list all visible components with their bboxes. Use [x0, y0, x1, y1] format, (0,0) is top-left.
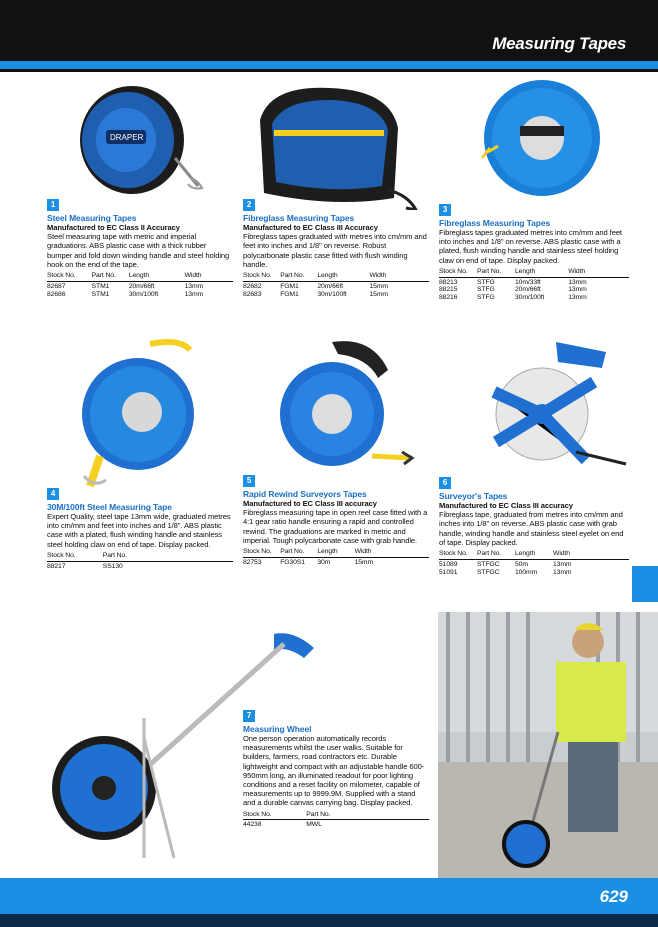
- col-stock: Stock No.: [243, 811, 306, 820]
- cell-part: STM1: [91, 290, 110, 298]
- col-width: Width: [568, 268, 629, 277]
- table-row: [439, 569, 629, 577]
- cell-width: 13mm: [568, 294, 587, 302]
- product-3: [439, 204, 629, 302]
- product-description: Fibreglass tapes graduated with metres into cm/mm and feet into inches and 1/8" on reverse. Robust polycarbonate plastic case fitted with flush winding handle.: [243, 232, 427, 269]
- product-title: Surveyor's Tapes: [439, 491, 508, 501]
- product-title: Fibreglass Measuring Tapes: [439, 218, 551, 228]
- cell-length: 100mm: [515, 568, 538, 576]
- col-length: Length: [317, 548, 354, 557]
- table-row: [47, 561, 233, 570]
- cell-part: MWL: [306, 821, 322, 829]
- product-title: Steel Measuring Tapes: [47, 213, 137, 223]
- product-number-badge: 5: [243, 475, 255, 487]
- col-stock: Stock No.: [243, 548, 280, 557]
- cell-part: SS130: [102, 562, 123, 570]
- cell-length: 10m/33ft: [515, 278, 541, 286]
- product-6: [439, 477, 629, 576]
- worker-photo: [438, 612, 658, 878]
- col-width: Width: [553, 550, 629, 559]
- cell-width: 13mm: [184, 290, 204, 298]
- col-part: Part No.: [280, 548, 317, 557]
- product-7: [243, 710, 429, 829]
- table-row: [47, 281, 233, 290]
- cell-part: STFGC: [477, 568, 500, 576]
- spec-table: [47, 552, 233, 571]
- cell-length: 30m: [317, 558, 331, 566]
- product-number-badge: 7: [243, 710, 255, 722]
- page-title: Measuring Tapes: [492, 34, 626, 53]
- product-title: Measuring Wheel: [243, 724, 312, 734]
- cell-part: STFG: [477, 286, 495, 294]
- cell-stock: 88213: [439, 278, 458, 286]
- header-stripe: [0, 61, 658, 69]
- cell-width: 13mm: [553, 560, 572, 568]
- cell-part: FGM1: [280, 290, 299, 298]
- table-row: [47, 291, 233, 299]
- product-description: Expert Quality, steel tape 13mm wide, graduated metres into cm/mm and feet into inches and 1/8". ABS plastic case with a plated, flush winding handle and stainless steel holding claw on end of tape. Display packed.: [47, 512, 231, 549]
- worker-photo-scene: [438, 612, 658, 878]
- cell-length: 50m: [515, 560, 528, 568]
- cell-part: STM1: [91, 282, 110, 290]
- cell-part: FG30S1: [280, 558, 305, 566]
- cell-stock: 51091: [439, 568, 458, 576]
- col-stock: Stock No.: [243, 272, 280, 281]
- product-1: [47, 199, 233, 298]
- product-description: Fibreglass tapes graduated metres into cm/mm and feet into inches and 1/8" on reverse. ABS plastic case with a plated, flush winding handle and stainless steel holding claw on end of tape. Display packed.: [439, 228, 622, 265]
- cell-width: 13mm: [553, 568, 572, 576]
- steel-tape-30m-image: [80, 336, 200, 496]
- product-subtitle: Manufactured to EC Class III accuracy: [243, 499, 377, 508]
- fibreglass-reel-image: [470, 76, 620, 201]
- cell-stock: 88215: [439, 286, 458, 294]
- cell-width: 15mm: [354, 558, 374, 566]
- spec-table: [243, 548, 429, 567]
- col-part: Part No.: [92, 272, 129, 281]
- product-subtitle: Manufactured to EC Class III Accuracy: [243, 223, 378, 232]
- col-length: Length: [515, 550, 553, 559]
- col-stock: Stock No.: [439, 550, 477, 559]
- product-title: 30M/100ft Steel Measuring Tape: [47, 502, 172, 512]
- cell-part: FGM1: [280, 282, 299, 290]
- col-length: Length: [317, 272, 369, 281]
- cell-length: 20m/66ft: [128, 282, 155, 290]
- page-number: 629: [599, 887, 628, 906]
- col-part: Part No.: [477, 550, 515, 559]
- product-description: Steel measuring tape with metric and imperial graduations. ABS plastic case with a thick rubber bumper and fold down winding handle and steel holding hook on the end of the tape.: [47, 232, 230, 269]
- product-4: [47, 488, 233, 570]
- steel-tape-image: [70, 78, 210, 198]
- table-row: [439, 286, 629, 294]
- col-stock: Stock No.: [439, 268, 477, 277]
- cell-length: 20m/66ft: [317, 282, 344, 290]
- cell-stock: 88217: [47, 562, 66, 570]
- table-row: [243, 820, 429, 829]
- col-part: Part No.: [306, 811, 429, 820]
- cell-part: STFG: [477, 278, 495, 286]
- product-title: Fibreglass Measuring Tapes: [243, 213, 355, 223]
- col-length: Length: [515, 268, 568, 277]
- fibreglass-tape-image: [248, 80, 428, 210]
- cell-stock: 88216: [439, 294, 458, 302]
- product-number-badge: 1: [47, 199, 59, 211]
- cell-stock: 82686: [47, 290, 66, 298]
- spec-table: [439, 550, 629, 576]
- footer-band: [0, 878, 658, 927]
- cell-width: 13mm: [568, 278, 587, 286]
- cell-stock: 82687: [47, 282, 66, 290]
- svg-text:DRAPER: DRAPER: [110, 133, 144, 142]
- rapid-rewind-tape-image: [262, 332, 422, 482]
- cell-part: STFG: [477, 294, 495, 302]
- col-stock: Stock No.: [47, 552, 103, 561]
- table-row: [243, 557, 429, 566]
- product-subtitle: Manufactured to EC Class II Accuracy: [47, 223, 180, 232]
- product-description: One person operation automatically records measurements whilst the user walks. Suitable for builders, farmers, road contractors etc. Durable lightweight and compact with an adjustable handle 600-950mm long, an illuminated readout for poor lighting conditions and a reset facility on milometer, capable of measurements up to 9999.9M. Supplied with a stand and a durable canvas carrying bag. Display packed.: [243, 734, 425, 808]
- cell-length: 30m/100ft: [317, 290, 347, 298]
- col-part: Part No.: [280, 272, 317, 281]
- spec-table: [439, 268, 629, 302]
- cell-stock: 82683: [243, 290, 262, 298]
- col-part: Part No.: [477, 268, 515, 277]
- table-row: [439, 277, 629, 286]
- cell-length: 30m/100ft: [515, 294, 545, 302]
- surveyors-tape-image: [476, 332, 636, 482]
- spec-table: [243, 811, 429, 830]
- product-description: Fibreglass measuring tape in open reel case fitted with a 4:1 gear ratio handle ensuring a rapid and controlled rewind. The graduations are marked in metric and imperial. Tough polycarbonate case with grab handle.: [243, 508, 428, 545]
- table-row: [439, 559, 629, 568]
- cell-part: STFGC: [477, 560, 500, 568]
- product-title: Rapid Rewind Surveyors Tapes: [243, 489, 367, 499]
- product-description: Fibreglass tape, graduated from metres into cm/mm and inches into 1/8" on reverse. ABS plastic case with grab handle, winding handle and stainless steel eyelet on end of tape. Display packed.: [439, 510, 624, 547]
- footer-dark-stripe: [0, 914, 658, 927]
- cell-length: 20m/66ft: [515, 286, 541, 294]
- table-row: [439, 294, 629, 302]
- cell-stock: 51089: [439, 560, 458, 568]
- cell-width: 15mm: [369, 290, 388, 298]
- col-width: Width: [355, 548, 429, 557]
- product-5: [243, 475, 429, 567]
- product-number-badge: 6: [439, 477, 451, 489]
- product-subtitle: Manufactured to EC Class III accuracy: [439, 501, 573, 510]
- col-width: Width: [185, 272, 233, 281]
- spec-table: [47, 272, 233, 298]
- cell-stock: 44238: [243, 821, 262, 829]
- product-number-badge: 2: [243, 199, 255, 211]
- cell-stock: 82753: [243, 558, 262, 566]
- product-2: [243, 199, 429, 298]
- cell-width: 15mm: [369, 282, 388, 290]
- col-part: Part No.: [103, 552, 233, 561]
- cell-width: 13mm: [184, 282, 204, 290]
- product-number-badge: 3: [439, 204, 451, 216]
- cell-length: 30m/100ft: [128, 290, 159, 298]
- col-width: Width: [369, 272, 429, 281]
- spec-table: [243, 272, 429, 298]
- product-number-badge: 4: [47, 488, 59, 500]
- cell-width: 13mm: [568, 286, 587, 294]
- table-row: [243, 281, 429, 290]
- section-tab: [632, 566, 658, 602]
- col-stock: Stock No.: [47, 272, 92, 281]
- cell-stock: 82682: [243, 282, 262, 290]
- table-row: [243, 291, 429, 299]
- col-length: Length: [129, 272, 185, 281]
